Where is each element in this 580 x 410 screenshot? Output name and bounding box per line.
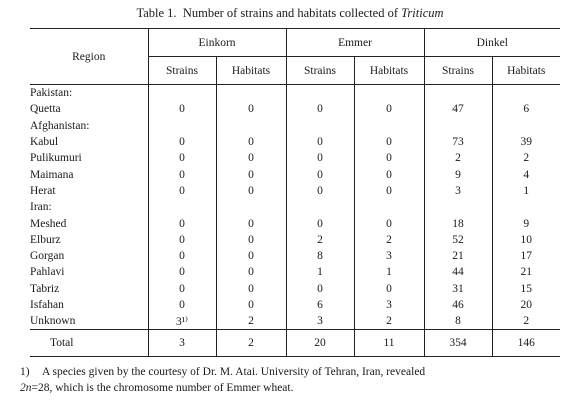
- table-cell: [148, 199, 216, 215]
- table-cell: 0: [148, 264, 216, 280]
- region-label: Unknown: [30, 315, 76, 328]
- table-cell: 2: [354, 232, 424, 248]
- table-cell: 0: [286, 150, 354, 166]
- table-cell: [424, 199, 492, 215]
- region-label: Maimana: [30, 168, 74, 181]
- table-row: [30, 215, 560, 231]
- table-body: [30, 85, 560, 330]
- footnote-text-1: A species given by the courtesy of Dr. M. Atai. University of Tehran, Iran, revealed: [42, 366, 426, 378]
- table-cell: 21: [424, 248, 492, 264]
- table-cell: 0: [216, 264, 286, 280]
- table-cell: [424, 118, 492, 134]
- subheader-habitats: Habitats: [492, 57, 560, 85]
- table-cell: 21: [492, 264, 560, 280]
- footnote-text-2: =28, which is the chromosome number of Emmer wheat.: [31, 382, 294, 394]
- column-header-region: Region: [30, 29, 148, 85]
- table-row: [30, 281, 560, 297]
- table-cell: 39: [492, 134, 560, 150]
- region-label: Quetta: [30, 103, 61, 116]
- table-cell: 6: [286, 297, 354, 313]
- table-cell: [286, 85, 354, 102]
- table-cell: 0: [216, 134, 286, 150]
- header-row-groups: [30, 29, 560, 57]
- table-cell: 10: [492, 232, 560, 248]
- table-cell: 3¹⁾: [148, 313, 216, 330]
- table-cell: [354, 118, 424, 134]
- table-cell: 0: [148, 134, 216, 150]
- table-cell: 0: [216, 150, 286, 166]
- table-cell: 0: [148, 297, 216, 313]
- table-cell: 0: [216, 281, 286, 297]
- region-label: Pahlavi: [30, 266, 65, 279]
- table-cell: 0: [148, 215, 216, 231]
- table-row: [30, 183, 560, 199]
- region-group-row: [30, 199, 560, 215]
- table-cell: 0: [286, 101, 354, 117]
- table-cell: 0: [216, 232, 286, 248]
- table-row: [30, 150, 560, 166]
- table-cell: 0: [354, 215, 424, 231]
- table-row: [30, 232, 560, 248]
- region-group-label: Pakistan:: [30, 87, 73, 100]
- footnote-variable: 2n: [20, 382, 32, 394]
- table-cell: 3: [354, 297, 424, 313]
- table-cell: 0: [148, 248, 216, 264]
- table-cell: 47: [424, 101, 492, 117]
- table-cell: 9: [492, 215, 560, 231]
- table-cell: 8: [424, 313, 492, 330]
- table-cell: 2: [424, 150, 492, 166]
- table-cell: 0: [286, 215, 354, 231]
- table-cell: 0: [354, 134, 424, 150]
- total-cell: 146: [492, 330, 560, 357]
- table-cell: 0: [148, 150, 216, 166]
- region-label: Meshed: [30, 217, 67, 230]
- table-cell: [216, 118, 286, 134]
- table-cell: 20: [492, 297, 560, 313]
- table-row: [30, 248, 560, 264]
- footnote: [20, 364, 565, 396]
- table-cell: [148, 118, 216, 134]
- subheader-habitats: Habitats: [354, 57, 424, 85]
- table-cell: 52: [424, 232, 492, 248]
- table-cell: 0: [148, 166, 216, 182]
- subheader-strains: Strains: [148, 57, 216, 85]
- table-cell: 0: [286, 281, 354, 297]
- region-label: Herat: [30, 184, 56, 197]
- table-cell: 0: [148, 101, 216, 117]
- region-label: Isfahan: [30, 299, 64, 311]
- table-cell: 0: [354, 183, 424, 199]
- table-cell: [286, 199, 354, 215]
- table-cell: 31: [424, 281, 492, 297]
- table-cell: 2: [216, 313, 286, 330]
- table-cell: 0: [286, 166, 354, 182]
- subheader-strains: Strains: [286, 57, 354, 85]
- subheader-habitats: Habitats: [216, 57, 286, 85]
- table-cell: 1: [492, 183, 560, 199]
- table-cell: 18: [424, 215, 492, 231]
- table-cell: [492, 199, 560, 215]
- table-row: [30, 313, 560, 330]
- subheader-strains: Strains: [424, 57, 492, 85]
- table-cell: 2: [492, 313, 560, 330]
- table-cell: 73: [424, 134, 492, 150]
- table-caption: [0, 6, 580, 21]
- table-cell: 0: [286, 183, 354, 199]
- table-cell: [216, 199, 286, 215]
- table-cell: 0: [216, 183, 286, 199]
- total-cell: 354: [424, 330, 492, 357]
- table-cell: 0: [216, 297, 286, 313]
- table-cell: [354, 199, 424, 215]
- table-cell: 0: [354, 281, 424, 297]
- caption-prefix: Table 1.: [136, 6, 177, 20]
- column-header-emmer: Emmer: [286, 29, 424, 57]
- region-group-label: Iran:: [30, 201, 52, 214]
- table-cell: 0: [216, 248, 286, 264]
- table-cell: [492, 85, 560, 102]
- total-cell: 11: [354, 330, 424, 357]
- table-cell: 0: [354, 166, 424, 182]
- table-cell: 0: [148, 281, 216, 297]
- region-label: Elburz: [30, 233, 61, 246]
- footnote-line-1: [20, 364, 565, 380]
- region-label: Pulikumuri: [30, 152, 82, 165]
- table-cell: 0: [216, 101, 286, 117]
- table-cell: 9: [424, 166, 492, 182]
- table-cell: 3: [286, 313, 354, 330]
- table-cell: 1: [286, 264, 354, 280]
- footnote-marker: 1): [20, 366, 30, 378]
- region-group-row: [30, 85, 560, 102]
- region-group-label: Afghanistan:: [30, 119, 90, 132]
- table-cell: 15: [492, 281, 560, 297]
- table-cell: 0: [216, 166, 286, 182]
- table-cell: 3: [424, 183, 492, 199]
- table-cell: [424, 85, 492, 102]
- table-cell: [492, 118, 560, 134]
- table-cell: 2: [286, 232, 354, 248]
- table-cell: 0: [354, 150, 424, 166]
- table-cell: 0: [354, 101, 424, 117]
- table-cell: 0: [286, 134, 354, 150]
- total-row: [30, 330, 560, 357]
- caption-genus: Triticum: [401, 6, 444, 20]
- table-cell: [286, 118, 354, 134]
- region-label: Kabul: [30, 136, 59, 149]
- strains-habitats-table: [30, 28, 560, 357]
- table-cell: 8: [286, 248, 354, 264]
- total-cell: 3: [148, 330, 216, 357]
- region-group-row: [30, 118, 560, 134]
- region-label: Gorgan: [30, 250, 65, 263]
- column-header-dinkel: Dinkel: [424, 29, 560, 57]
- table-cell: 2: [354, 313, 424, 330]
- column-header-einkorn: Einkorn: [148, 29, 286, 57]
- region-label: Tabriz: [30, 282, 60, 295]
- table-row: [30, 134, 560, 150]
- table-cell: 6: [492, 101, 560, 117]
- caption-text: Number of strains and habitats collected of: [182, 6, 399, 20]
- table-cell: [354, 85, 424, 102]
- table-cell: [148, 85, 216, 102]
- table-cell: 46: [424, 297, 492, 313]
- table-cell: [216, 85, 286, 102]
- table-row: [30, 101, 560, 117]
- table-row: [30, 264, 560, 280]
- table-cell: 1: [354, 264, 424, 280]
- table-cell: 44: [424, 264, 492, 280]
- table-cell: 0: [148, 232, 216, 248]
- table-cell: 17: [492, 248, 560, 264]
- table-row: [30, 166, 560, 182]
- total-cell: 20: [286, 330, 354, 357]
- table-cell: 4: [492, 166, 560, 182]
- footnote-line-2: [20, 380, 565, 396]
- total-label: Total: [30, 330, 148, 357]
- table-cell: 2: [492, 150, 560, 166]
- table-cell: 0: [148, 183, 216, 199]
- total-cell: 2: [216, 330, 286, 357]
- table-row: [30, 297, 560, 313]
- table-cell: 0: [216, 215, 286, 231]
- table-cell: 3: [354, 248, 424, 264]
